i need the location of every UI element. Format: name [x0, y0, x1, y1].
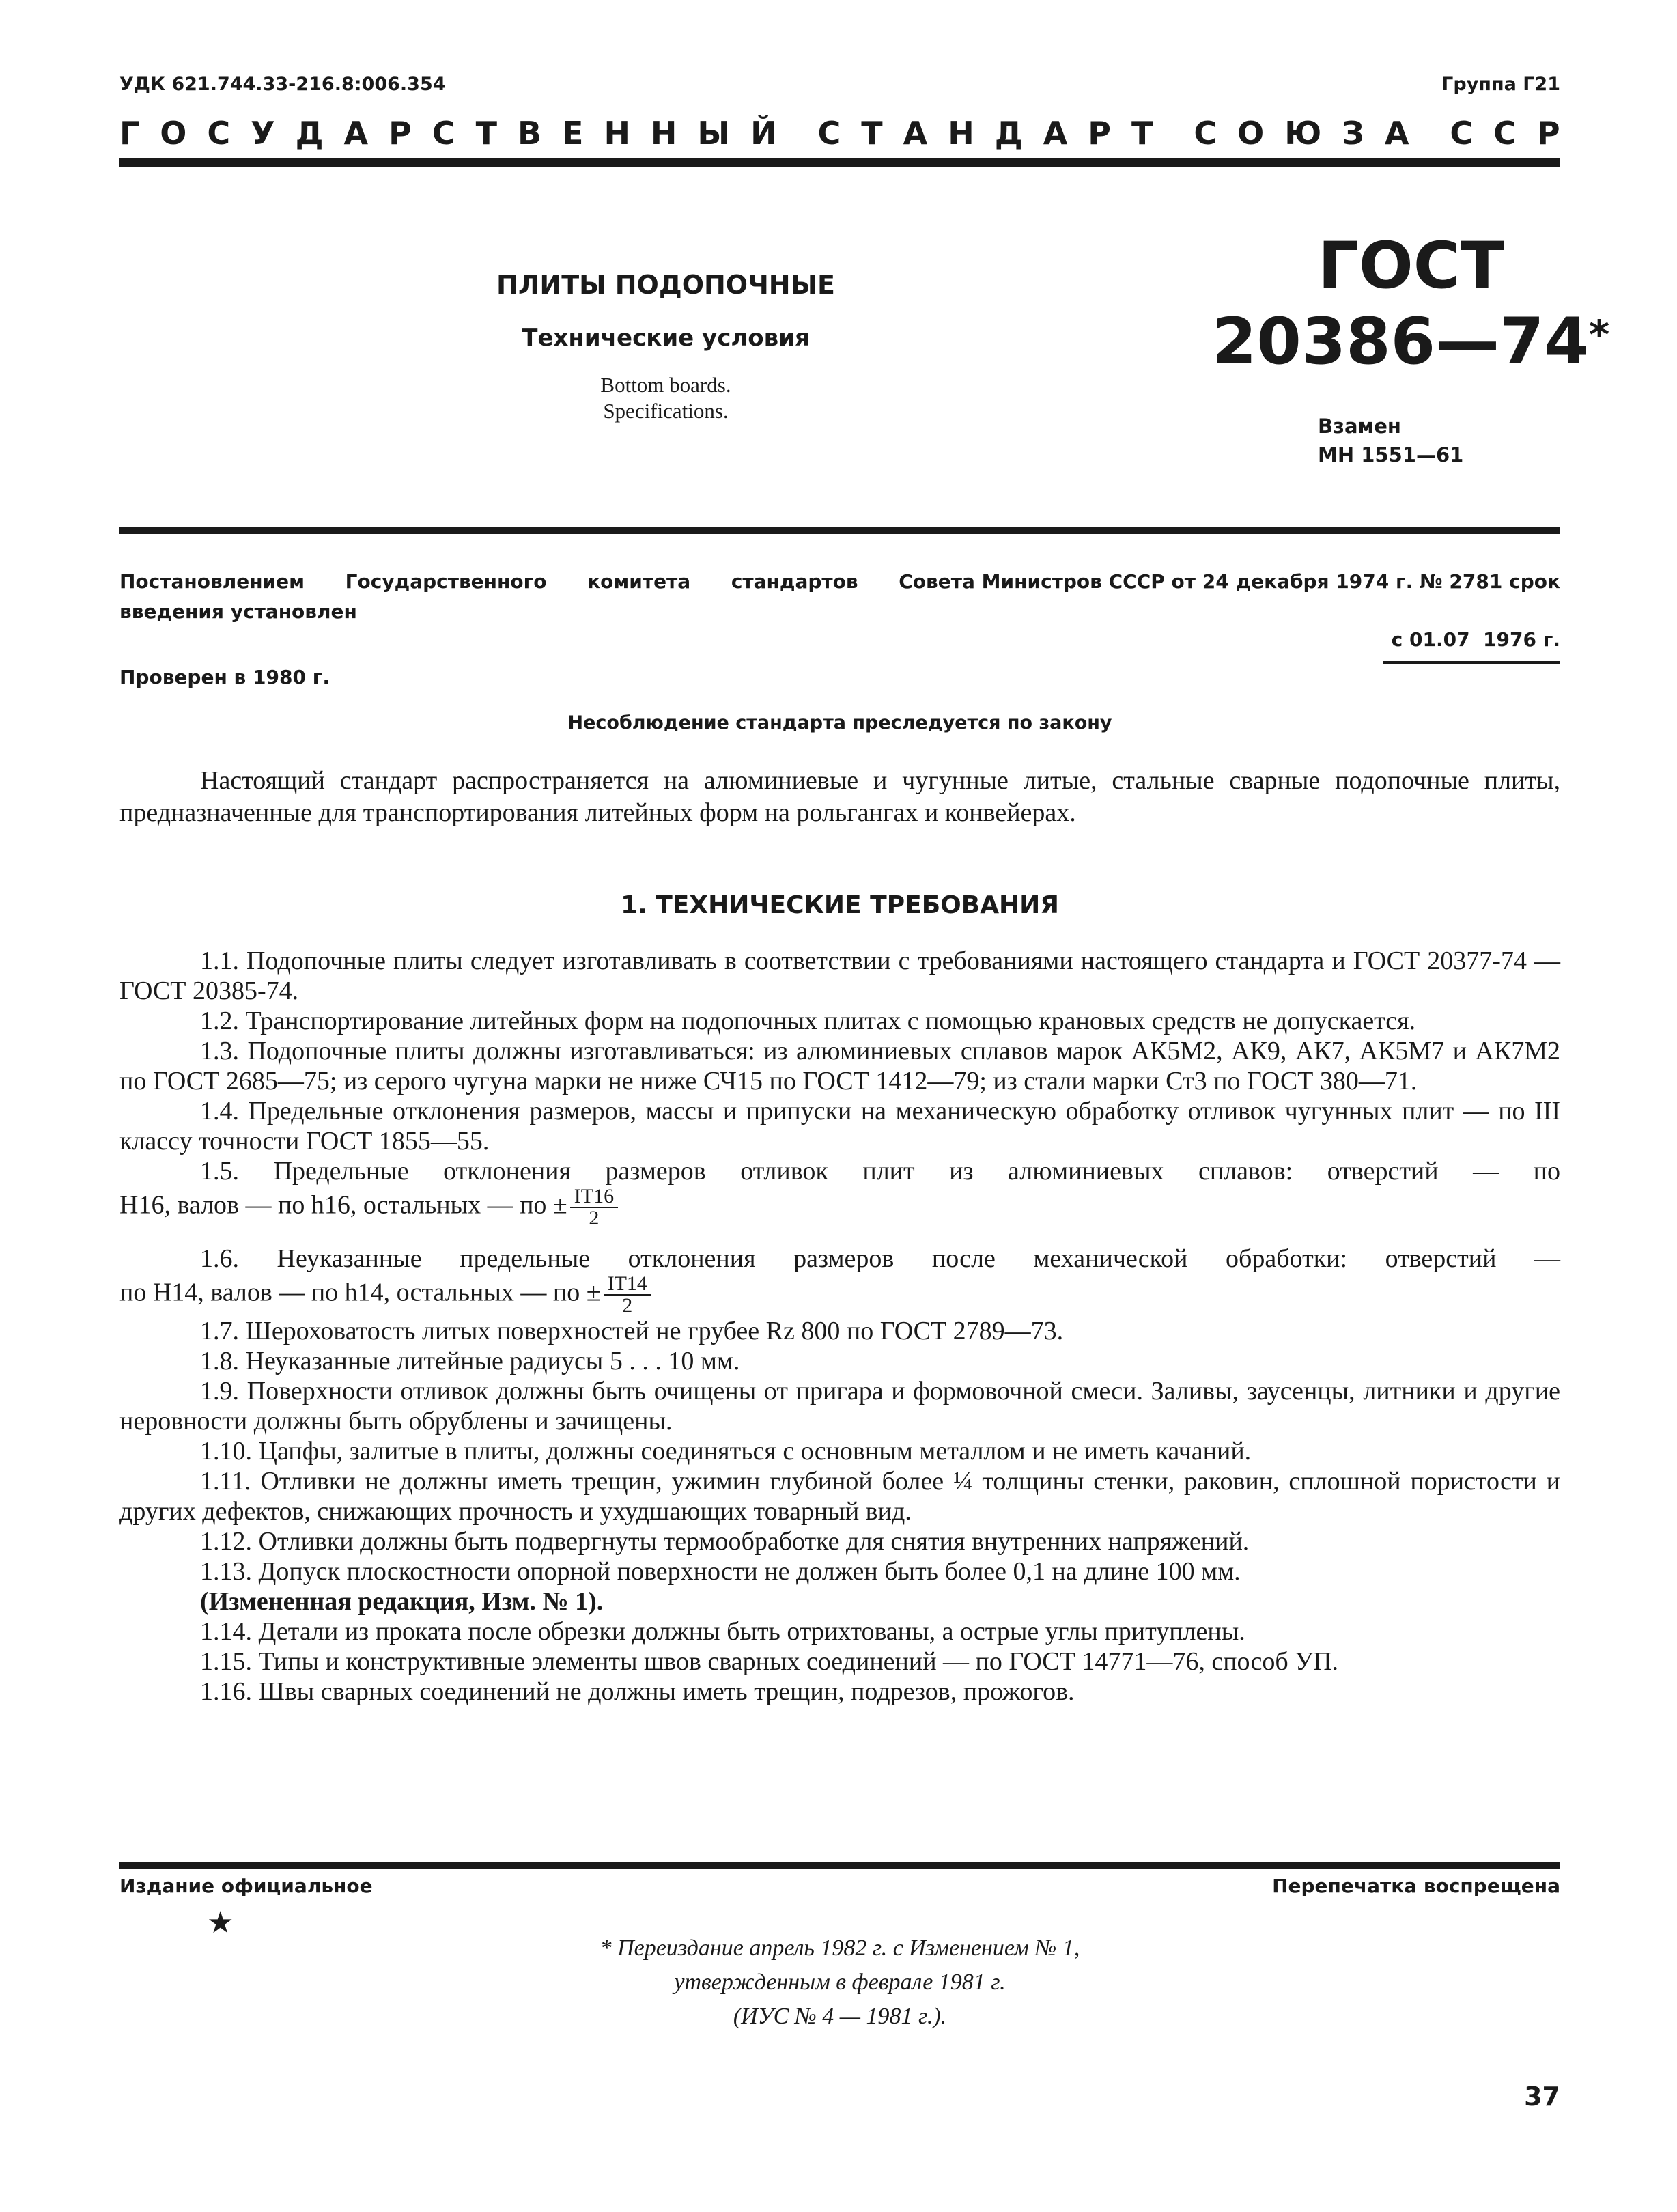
banner-letter: С — [817, 115, 841, 152]
banner-letter: У — [251, 115, 275, 152]
decree-word-2: Государственного — [345, 570, 547, 593]
item-1-8: 1.8. Неуказанные литейные радиусы 5 . . . 10 мм. — [200, 1347, 740, 1375]
item-1-13-edit: (Измененная редакция, Изм. № 1). — [200, 1587, 604, 1616]
decree-line1 — [119, 567, 1560, 597]
english-title — [461, 372, 871, 424]
title-block — [461, 270, 871, 424]
header-rule — [119, 158, 1560, 167]
banner-letter: Р — [389, 115, 412, 152]
banner-letter: О — [160, 115, 187, 152]
banner-letter: Е — [562, 115, 584, 152]
item-1-5a: 1.5. Предельные отклонения размеров отливок плит из алюминиевых сплавов: отверстий — по — [200, 1157, 1560, 1186]
item-1-6b-text: по H14, валов — по h14, остальных — по ± — [119, 1278, 601, 1307]
state-standard-banner — [119, 115, 1560, 156]
banner-letter: Ы — [697, 115, 731, 152]
official-edition: Издание официальное — [119, 1875, 373, 1897]
banner-letter: С — [207, 115, 231, 152]
reissue-line1: * Переиздание апрель 1982 г. с Изменением № 1, — [600, 1935, 1080, 1961]
item-1-6b — [119, 1274, 1560, 1316]
group-code: Группа Г21 — [1441, 74, 1560, 95]
item-1-4: 1.4. Предельные отклонения размеров, массы и припуски на механическую обработку отливок чугунных плит — по III классу точности ГОСТ 1855—55. — [119, 1097, 1560, 1156]
banner-letter: Ю — [1284, 115, 1322, 152]
reissue-line2: утвержденным в феврале 1981 г. — [674, 1970, 1006, 1995]
banner-letter: Т — [475, 115, 497, 152]
requirements-list — [119, 946, 1560, 1707]
item-1-11: 1.11. Отливки не должны иметь трещин, ужимин глубиной более ¼ толщины стенки, раковин, сплошной пористости и других дефектов, снижающих прочность и ухудшающих товарный вид. — [119, 1467, 1560, 1526]
replaces-value: МН 1551—61 — [1318, 443, 1464, 466]
decree-word-3: комитета — [587, 570, 691, 593]
decree-word-4: стандартов — [731, 570, 858, 593]
fraction-it16 — [570, 1186, 618, 1229]
item-1-14: 1.14. Детали из проката после обрезки должны быть отрихтованы, а острые углы притуплены. — [200, 1617, 1245, 1646]
banner-letter: О — [1237, 115, 1265, 152]
english-title-line2: Specifications. — [603, 399, 729, 423]
replaces-block — [1318, 412, 1560, 469]
effective-date-underline — [1383, 661, 1560, 664]
gost-number-value: 20386—74 — [1212, 305, 1589, 379]
reissue-line3: (ИУС № 4 — 1981 г.). — [733, 2004, 947, 2029]
banner-letter: С — [1493, 115, 1517, 152]
banner-letter: Н — [604, 115, 630, 152]
gost-asterisk: * — [1588, 311, 1610, 358]
udk-code: УДК 621.744.33-216.8:006.354 — [119, 74, 446, 95]
reissue-note — [119, 1931, 1560, 2034]
section-title: 1. ТЕХНИЧЕСКИЕ ТРЕБОВАНИЯ — [620, 891, 1060, 919]
fraction-it14-den: 2 — [622, 1294, 633, 1317]
item-1-12: 1.12. Отливки должны быть подвергнуты термообработке для снятия внутренних напряжений. — [200, 1527, 1250, 1556]
banner-letter: Д — [295, 115, 324, 152]
banner-letter: Н — [948, 115, 974, 152]
document-title: ПЛИТЫ ПОДОПОЧНЫЕ — [496, 270, 835, 300]
banner-letter: А — [343, 115, 369, 152]
effective-date: с 01.07 1976 г. — [1391, 628, 1560, 651]
banner-letter: С — [432, 115, 455, 152]
english-title-line1: Bottom boards. — [600, 373, 731, 397]
item-1-6a: 1.6. Неуказанные предельные отклонения размеров после механической обработки: отверстий — — [200, 1244, 1560, 1273]
document-page — [119, 0, 1610, 2212]
banner-letter: Т — [861, 115, 883, 152]
banner-letter: Г — [119, 115, 140, 152]
star-icon: ★ — [207, 1906, 234, 1940]
banner-letter: С — [1194, 115, 1217, 152]
page-number: 37 — [1524, 2082, 1560, 2112]
item-1-5b — [119, 1186, 1560, 1229]
gost-number — [1212, 300, 1610, 379]
fraction-it14 — [604, 1274, 651, 1316]
banner-letter: Р — [1536, 115, 1560, 152]
gost-designation — [1212, 229, 1610, 469]
banner-letter: В — [517, 115, 542, 152]
banner-letter: Й — [750, 115, 777, 152]
item-1-7: 1.7. Шероховатость литых поверхностей не грубее Rz 800 по ГОСТ 2789—73. — [200, 1317, 1064, 1345]
banner-letter: А — [903, 115, 928, 152]
item-1-15: 1.15. Типы и конструктивные элементы швов сварных соединений — по ГОСТ 14771—76, способ УП. — [200, 1647, 1339, 1676]
banner-letter: Т — [1131, 115, 1153, 152]
banner-letter: А — [1043, 115, 1068, 152]
intro-text: Настоящий стандарт распространяется на алюминиевые и чугунные литые, стальные сварные подопочные плиты, предназначенные для транспортирования литейных форм на рольгангах и конвейерах. — [119, 766, 1560, 827]
decree-line2: введения установлен — [119, 600, 357, 623]
reprint-prohibited: Перепечатка воспрещена — [1272, 1875, 1560, 1897]
footer-rule — [119, 1862, 1560, 1869]
intro-paragraph — [119, 765, 1560, 829]
banner-letter: Р — [1088, 115, 1111, 152]
decree-text — [119, 567, 1560, 627]
top-line — [119, 74, 1560, 101]
replaces-label: Взамен — [1318, 415, 1401, 438]
fraction-it16-den: 2 — [589, 1207, 600, 1229]
banner-letter: Н — [650, 115, 677, 152]
noncompliance-notice: Несоблюдение стандарта преследуется по закону — [567, 712, 1112, 733]
item-1-3: 1.3. Подопочные плиты должны изготавливаться: из алюминиевых сплавов марок АК5М2, АК9, АК7, АК5М7 и АК7М2 по ГОСТ 2685—75; из серого чугуна марки не ниже СЧ15 по ГОСТ 1412—79; из стали марки Ст3 по ГОСТ 380—71. — [119, 1037, 1560, 1095]
item-1-1: 1.1. Подопочные плиты следует изготавливать в соответствии с требованиями настоящего стандарта и ГОСТ 20377-74 — ГОСТ 20385-74. — [119, 947, 1560, 1005]
decree-word-5: Совета Министров СССР от 24 декабря 1974 г. № 2781 срок — [899, 570, 1560, 593]
item-1-5b-text: H16, валов — по h16, остальных — по ± — [119, 1190, 567, 1220]
banner-letter: З — [1342, 115, 1364, 152]
checked-year: Проверен в 1980 г. — [119, 666, 330, 688]
banner-letter: Д — [994, 115, 1023, 152]
document-subtitle: Технические условия — [522, 324, 810, 352]
item-1-13: 1.13. Допуск плоскостности опорной поверхности не должен быть более 0,1 на длине 100 мм. — [200, 1557, 1241, 1586]
item-1-9: 1.9. Поверхности отливок должны быть очищены от пригара и формовочной смеси. Заливы, заусенцы, литники и другие неровности должны быть обрублены и зачищены. — [119, 1377, 1560, 1436]
banner-letter: С — [1450, 115, 1474, 152]
fraction-it16-num: IT16 — [570, 1186, 618, 1208]
decree-rule — [119, 527, 1560, 534]
item-1-2: 1.2. Транспортирование литейных форм на подопочных плитах с помощью крановых средств не допускается. — [200, 1007, 1416, 1035]
gost-word: ГОСТ — [1318, 229, 1504, 303]
banner-letter: А — [1384, 115, 1409, 152]
fraction-it14-num: IT14 — [604, 1274, 651, 1296]
item-1-16: 1.16. Швы сварных соединений не должны иметь трещин, подрезов, прожогов. — [200, 1677, 1075, 1706]
item-1-10: 1.10. Цапфы, залитые в плиты, должны соединяться с основным металлом и не иметь качаний. — [200, 1437, 1252, 1466]
decree-word-1: Постановлением — [119, 570, 305, 593]
